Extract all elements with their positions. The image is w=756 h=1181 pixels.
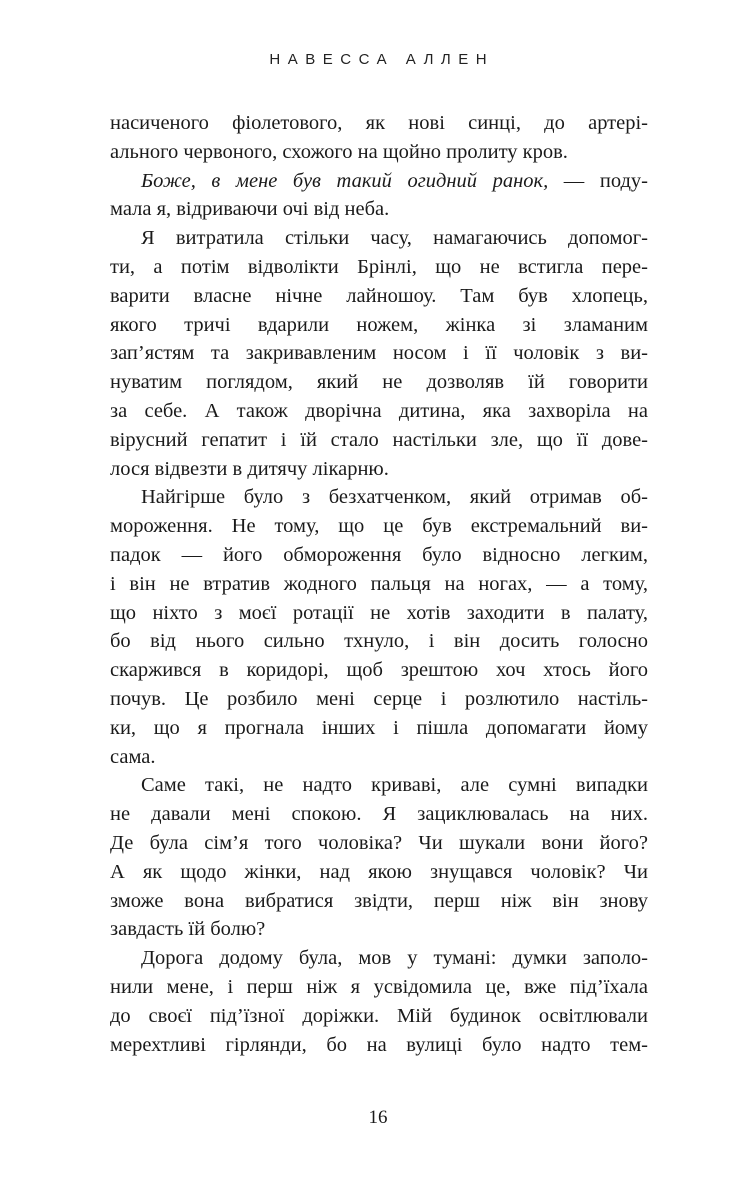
text-line: Я витратила стільки часу, намагаючись допомог- [141,227,648,250]
text-line: мороження. Не тому, що це був екстремальний ви- [110,515,648,538]
paragraph [110,109,648,167]
text-line: ти, а потім відволікти Брінлі, що не встигла пере- [110,255,648,278]
text-line: і він не втратив жодного пальця на ногах, — а тому, [110,572,648,595]
text-line: лося відвезти в дитячу лікарню. [110,457,389,480]
text-line: Де була сім’я того чоловіка? Чи шукали вони його? [110,831,648,854]
text-line: ки, що я прогнала інших і пішла допомагати йому [110,716,648,739]
running-head-author: НАВЕССА АЛЛЕН [269,51,495,68]
text-segment: — поду- [548,169,648,192]
paragraph [110,167,648,225]
text-line: за себе. А також дворічна дитина, яка захворіла на [110,399,648,422]
italic-text-segment: Боже, в мене був такий огидний ранок, [141,169,549,192]
text-line: якого тричі вдарили ножем, жінка зі зламаним [110,313,648,336]
text-line: до своєї під’їзної доріжки. Мій будинок освітлювали [110,1004,648,1027]
text-line: мерехтливі гірлянди, бо на вулиці було надто тем- [110,1033,648,1056]
text-line: завдасть їй болю? [110,918,266,941]
text-line: насиченого фіолетового, як нові синці, до артері- [110,112,648,134]
text-line: А як щодо жінки, над якою знущався чоловік? Чи [110,860,648,883]
text-line: мала я, відриваючи очі від неба. [110,198,390,221]
body-text [110,109,648,1059]
text-line: бо від нього сильно тхнуло, і він досить голосно [110,630,648,653]
text-line: сама. [110,745,156,768]
paragraph [110,944,648,1059]
text-line: скаржився в коридорі, щоб зрештою хоч хтось його [110,659,648,682]
text-line: не давали мені спокою. Я зациклювалась на них. [110,803,648,826]
text-line: Найгірше було з безхатченком, який отримав об- [141,486,648,509]
text-line: вірусний гепатит і їй стало настільки зле, що її дове- [110,428,648,451]
text-line: варити власне нічне лайношоу. Там був хлопець, [110,284,648,307]
text-line: падок — його обмороження було відносно легким, [110,543,648,566]
text-line: зможе вона вибратися звідти, перш ніж він знову [110,889,648,912]
text-line: нуватим поглядом, який не дозволяв їй говорити [110,371,648,394]
text-line: Саме такі, не надто криваві, але сумні випадки [141,774,648,797]
text-line: Дорога додому була, мов у тумані: думки заполо- [141,947,648,970]
text-line: почув. Це розбило мені серце і розлютило настіль- [110,687,648,710]
text-line: що ніхто з моєї ротації не хотів заходити в палату, [110,601,648,624]
paragraph [110,483,648,771]
text-line [110,167,648,196]
text-line: ального червоного, схожого на щойно пролиту кров. [110,140,568,163]
text-line: нили мене, і перш ніж я усвідомила це, вже під’їхала [110,975,648,998]
text-line: зап’ястям та закривавленим носом і її чоловік з ви- [110,342,648,365]
page-number: 16 [368,1107,388,1128]
paragraph [110,224,648,483]
paragraph [110,771,648,944]
